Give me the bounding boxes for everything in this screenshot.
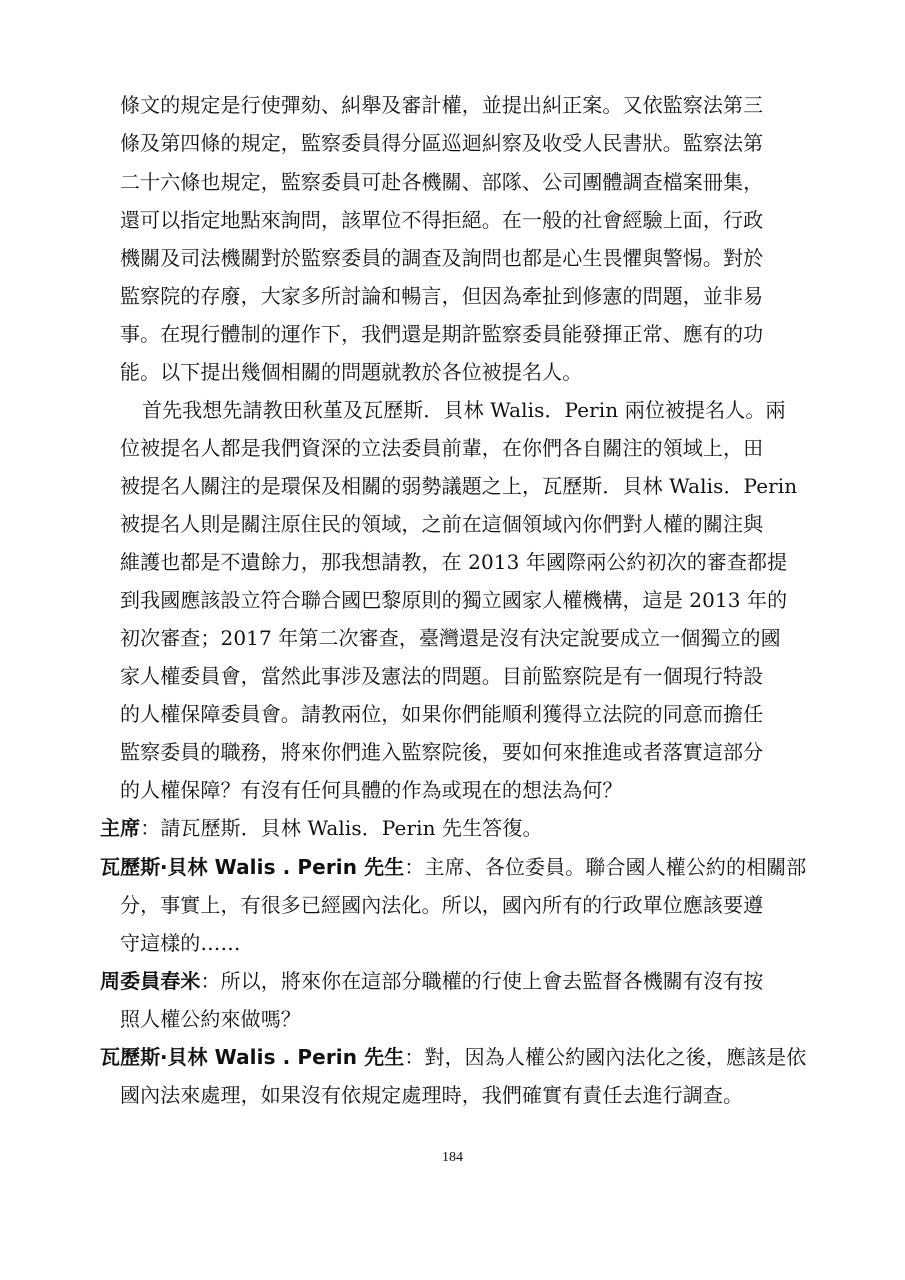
- text-line: 被提名人則是關注原住民的領域，之前在這個領域內你們對人權的關注與: [120, 512, 764, 536]
- text-line: 位被提名人都是我們資深的立法委員前輩，在你們各自關注的領域上，田: [120, 436, 764, 460]
- text-line: 的人權保障？有沒有任何具體的作為或現在的想法為何？: [120, 778, 623, 802]
- speaker-colon: ：: [140, 816, 161, 840]
- text-line: 維護也都是不遺餘力，那我想請教，在 2013 年國際兩公約初次的審查都提: [120, 550, 788, 574]
- speaker-name: 瓦歷斯‧貝林 Walis . Perin 先生: [100, 855, 405, 879]
- dialogue-line: [100, 857, 806, 877]
- text-line: 還可以指定地點來詢問，該單位不得拒絕。在一般的社會經驗上面，行政: [120, 208, 764, 232]
- text-line: 到我國應該設立符合聯合國巴黎原則的獨立國家人權機構，這是 2013 年的: [120, 588, 788, 612]
- text-line: 初次審查；2017 年第二次審查，臺灣還是沒有決定說要成立一個獨立的國: [120, 626, 781, 650]
- text-line: 的人權保障委員會。請教兩位，如果你們能順利獲得立法院的同意而擔任: [120, 702, 764, 726]
- speaker-name: 周委員春米: [100, 969, 201, 993]
- text-line: 二十六條也規定，監察委員可赴各機關、部隊、公司團體調查檔案冊集，: [120, 170, 764, 194]
- speech-text: 所以，將來你在這部分職權的行使上會去監督各機關有沒有按: [220, 969, 764, 993]
- text-line: 監察委員的職務，將來你們進入監察院後，要如何來推進或者落實這部分: [120, 740, 764, 764]
- text-line: 照人權公約來做嗎？: [120, 1007, 301, 1031]
- text-line: 首先我想先請教田秋堇及瓦歷斯．貝林 Walis．Perin 兩位被提名人。兩: [142, 398, 786, 422]
- speaker-name: 主席: [100, 816, 141, 840]
- text-line: 條文的規定是行使彈劾、糾舉及審計權，並提出糾正案。又依監察法第三: [120, 93, 764, 117]
- speaker-colon: ：: [404, 1045, 425, 1069]
- speaker-colon: ：: [200, 969, 221, 993]
- text-line: 事。在現行體制的運作下，我們還是期許監察委員能發揮正常、應有的功: [120, 322, 764, 346]
- text-line: 分，事實上，有很多已經國內法化。所以，國內所有的行政單位應該要遵: [120, 893, 764, 917]
- speech-text: 對，因為人權公約國內法化之後，應該是依: [424, 1045, 807, 1069]
- text-line: 國內法來處理，如果沒有依規定處理時，我們確實有責任去進行調查。: [120, 1083, 744, 1107]
- dialogue-line: [100, 1047, 806, 1067]
- dialogue-line: [100, 818, 543, 838]
- speech-text: 主席、各位委員。聯合國人權公約的相關部: [424, 855, 807, 879]
- text-line: 家人權委員會，當然此事涉及憲法的問題。目前監察院是有一個現行特設: [120, 664, 764, 688]
- page-number: 184: [442, 1150, 463, 1165]
- speaker-name: 瓦歷斯‧貝林 Walis . Perin 先生: [100, 1045, 405, 1069]
- text-line: 守這樣的……: [120, 931, 241, 955]
- text-line: 被提名人關注的是環保及相關的弱勢議題之上，瓦歷斯．貝林 Walis．Perin: [120, 474, 798, 498]
- text-line: 能。以下提出幾個相關的問題就教於各位被提名人。: [120, 360, 583, 384]
- speech-text: 請瓦歷斯．貝林 Walis．Perin 先生答復。: [160, 816, 543, 840]
- text-line: 機關及司法機關對於監察委員的調查及詢問也都是心生畏懼與警惕。對於: [120, 246, 764, 270]
- text-line: 監察院的存廢，大家多所討論和暢言，但因為牽扯到修憲的問題，並非易: [120, 284, 764, 308]
- dialogue-line: [100, 971, 763, 991]
- text-line: 條及第四條的規定，監察委員得分區巡迴糾察及收受人民書狀。監察法第: [120, 131, 764, 155]
- speaker-colon: ：: [404, 855, 425, 879]
